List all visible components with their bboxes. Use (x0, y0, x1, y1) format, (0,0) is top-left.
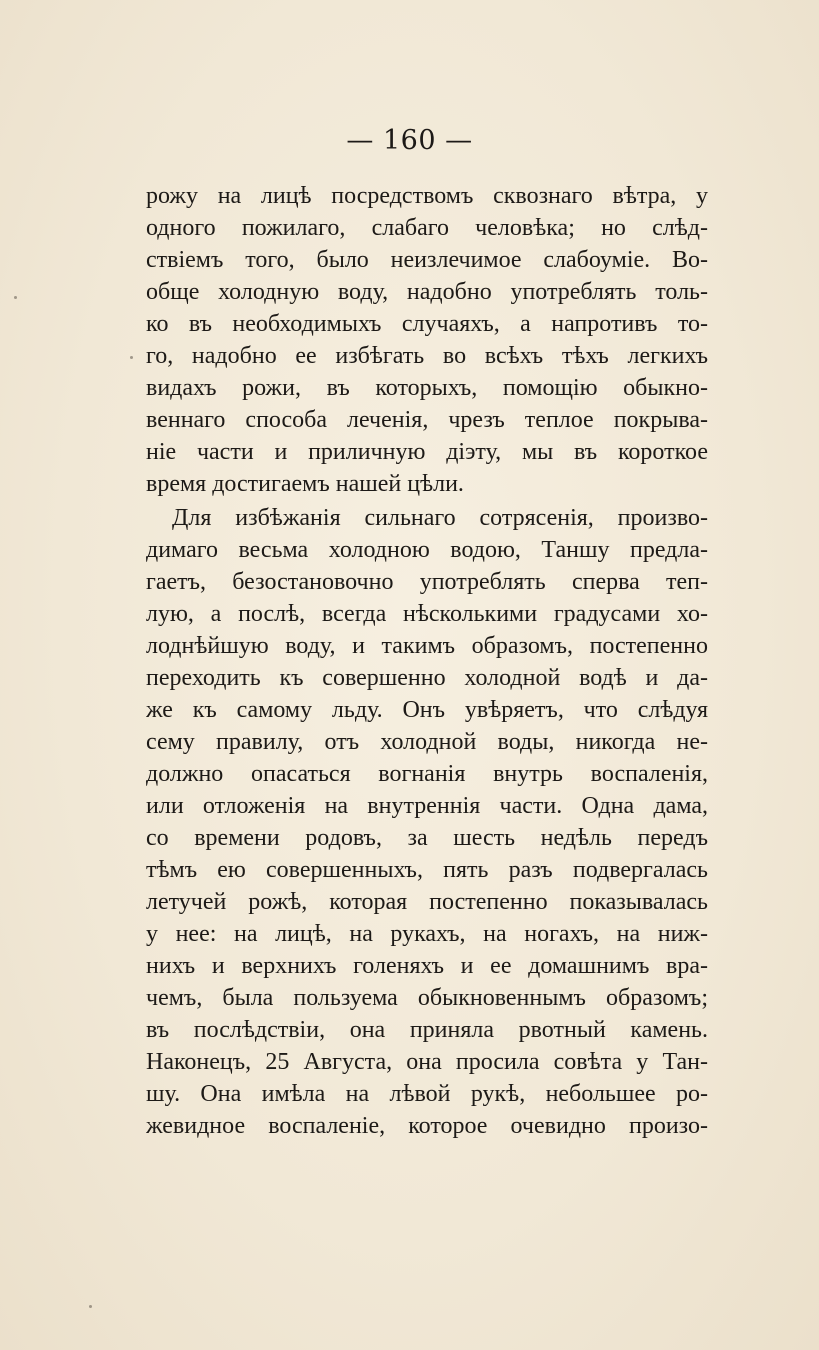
text-line: обще холодную воду, надобно употреблять толь- (146, 279, 708, 305)
text-line: одного пожилаго, слабаго человѣка; но слѣд- (146, 215, 708, 241)
text-line: тѣмъ ею совершенныхъ, пять разъ подвергалась (146, 857, 708, 883)
text-line: шу. Она имѣла на лѣвой рукѣ, небольшее ро- (146, 1081, 708, 1107)
paper-speck (130, 356, 133, 359)
text-line: веннаго способа леченія, чрезъ теплое покрыва- (146, 407, 708, 433)
text-line: димаго весьма холодною водою, Таншу предла- (146, 537, 708, 563)
paper-speck (14, 296, 17, 299)
text-line: должно опасаться вогнанія внутрь воспаленія, (146, 761, 708, 787)
text-line: летучей рожѣ, которая постепенно показывалась (146, 889, 708, 915)
text-line: видахъ рожи, въ которыхъ, помощію обыкно- (146, 375, 708, 401)
text-line: лоднѣйшую воду, и такимъ образомъ, постепенно (146, 633, 708, 659)
text-line: нихъ и верхнихъ голеняхъ и ее домашнимъ вра- (146, 953, 708, 979)
text-line: или отложенія на внутреннія части. Одна дама, (146, 793, 708, 819)
text-line: у нее: на лицѣ, на рукахъ, на ногахъ, на ниж- (146, 921, 708, 947)
text-line: со времени родовъ, за шесть недѣль передъ (146, 825, 708, 851)
text-line: въ послѣдствіи, она приняла рвотный камень. (146, 1017, 708, 1043)
text-line: сему правилу, отъ холодной воды, никогда не- (146, 729, 708, 755)
text-line: го, надобно ее избѣгать во всѣхъ тѣхъ легкихъ (146, 343, 708, 369)
text-line: переходить къ совершенно холодной водѣ и да- (146, 665, 708, 691)
text-line: лую, а послѣ, всегда нѣсколькими градусами хо- (146, 601, 708, 627)
text-line: гаетъ, безостановочно употреблять сперва теп- (146, 569, 708, 595)
text-line: ствіемъ того, было неизлечимое слабоуміе. Во- (146, 247, 708, 273)
text-line: ніе части и приличную діэту, мы въ короткое (146, 439, 708, 465)
text-line: жевидное воспаленіе, которое очевидно произо- (146, 1113, 708, 1139)
text-line: ко въ необходимыхъ случаяхъ, а напротивъ то- (146, 311, 708, 337)
text-line: рожу на лицѣ посредствомъ сквознаго вѣтра, у (146, 183, 708, 209)
paper-speck (89, 1305, 92, 1308)
page-number: — 160 — (346, 125, 473, 156)
text-line: чемъ, была пользуема обыкновеннымъ образомъ; (146, 985, 708, 1011)
text-line: же къ самому льду. Онъ увѣряетъ, что слѣдуя (146, 697, 708, 723)
text-line: Для избѣжанія сильнаго сотрясенія, произво- (172, 505, 708, 531)
text-line: Наконецъ, 25 Августа, она просила совѣта у Тан- (146, 1049, 708, 1075)
text-line: время достигаемъ нашей цѣли. (146, 471, 464, 497)
